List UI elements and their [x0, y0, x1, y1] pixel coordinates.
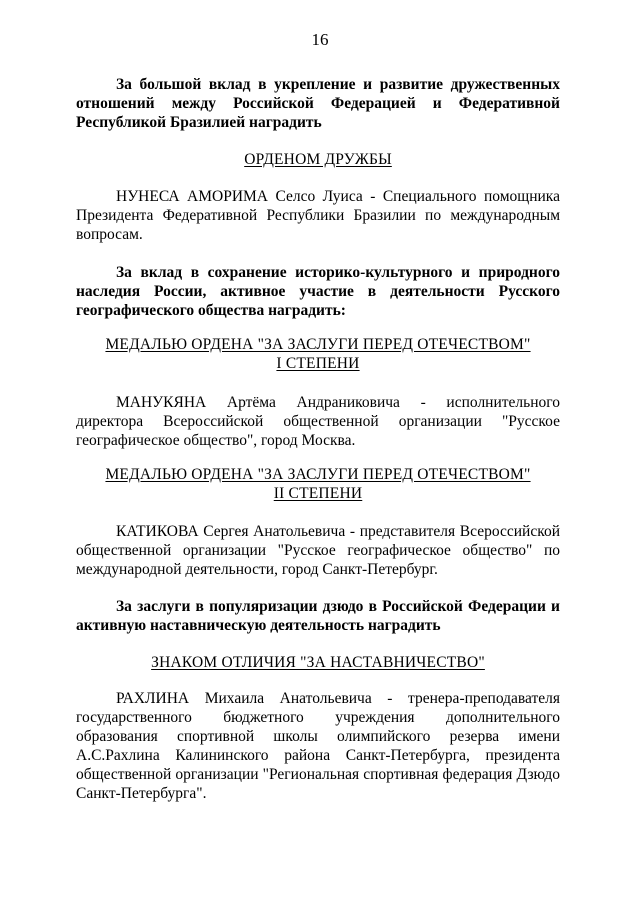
recipient-1: НУНЕСА АМОРИМА Селсо Луиса - Специального помощника Президента Федеративной Республики Бразилии по международным вопросам. — [76, 188, 560, 243]
recipient-4: РАХЛИНА Михаила Анатольевича - тренера-преподавателя государственного бюджетного учреждения дополнительного образования спортивной школы олимпийского резерва имени А.С.Рахлина Калининского района Санкт-Петербурга, президента общественной организации "Региональная спортивная федерация Дзюдо Санкт-Петербурга". — [76, 690, 560, 802]
award-title-text: ОРДЕНОМ ДРУЖБЫ — [244, 151, 392, 168]
award-title-text: ЗНАКОМ ОТЛИЧИЯ "ЗА НАСТАВНИЧЕСТВО" — [151, 654, 485, 671]
award-reason-1: За большой вклад в укрепление и развитие дружественных отношений между Российской Федерацией и Федеративной Республикой Бразилией наградить — [76, 76, 560, 131]
award-title-line-1: МЕДАЛЬЮ ОРДЕНА "ЗА ЗАСЛУГИ ПЕРЕД ОТЕЧЕСТВОМ" — [105, 336, 531, 353]
award-title-4 — [76, 653, 560, 672]
award-reason-2: За вклад в сохранение историко-культурного и природного наследия России, активное участие в деятельности Русского географического общества наградить: — [76, 264, 560, 319]
award-title-3 — [76, 465, 560, 503]
award-title-line-2: I СТЕПЕНИ — [276, 355, 360, 372]
award-title-2 — [76, 335, 560, 373]
award-title-1 — [76, 150, 560, 169]
award-title-line-1: МЕДАЛЬЮ ОРДЕНА "ЗА ЗАСЛУГИ ПЕРЕД ОТЕЧЕСТВОМ" — [105, 466, 531, 483]
award-title-line-2: II СТЕПЕНИ — [273, 485, 363, 502]
page-number: 16 — [311, 30, 329, 49]
recipient-3: КАТИКОВА Сергея Анатольевича - представителя Всероссийской общественной организации "Русское географическое общество" по международной деятельности, город Санкт-Петербург. — [76, 523, 560, 578]
award-reason-4: За заслуги в популяризации дзюдо в Российской Федерации и активную наставническую деятельность наградить — [76, 598, 560, 634]
recipient-2: МАНУКЯНА Артёма Андраниковича - исполнительного директора Всероссийской общественной организации "Русское географическое общество", город Москва. — [76, 394, 560, 449]
